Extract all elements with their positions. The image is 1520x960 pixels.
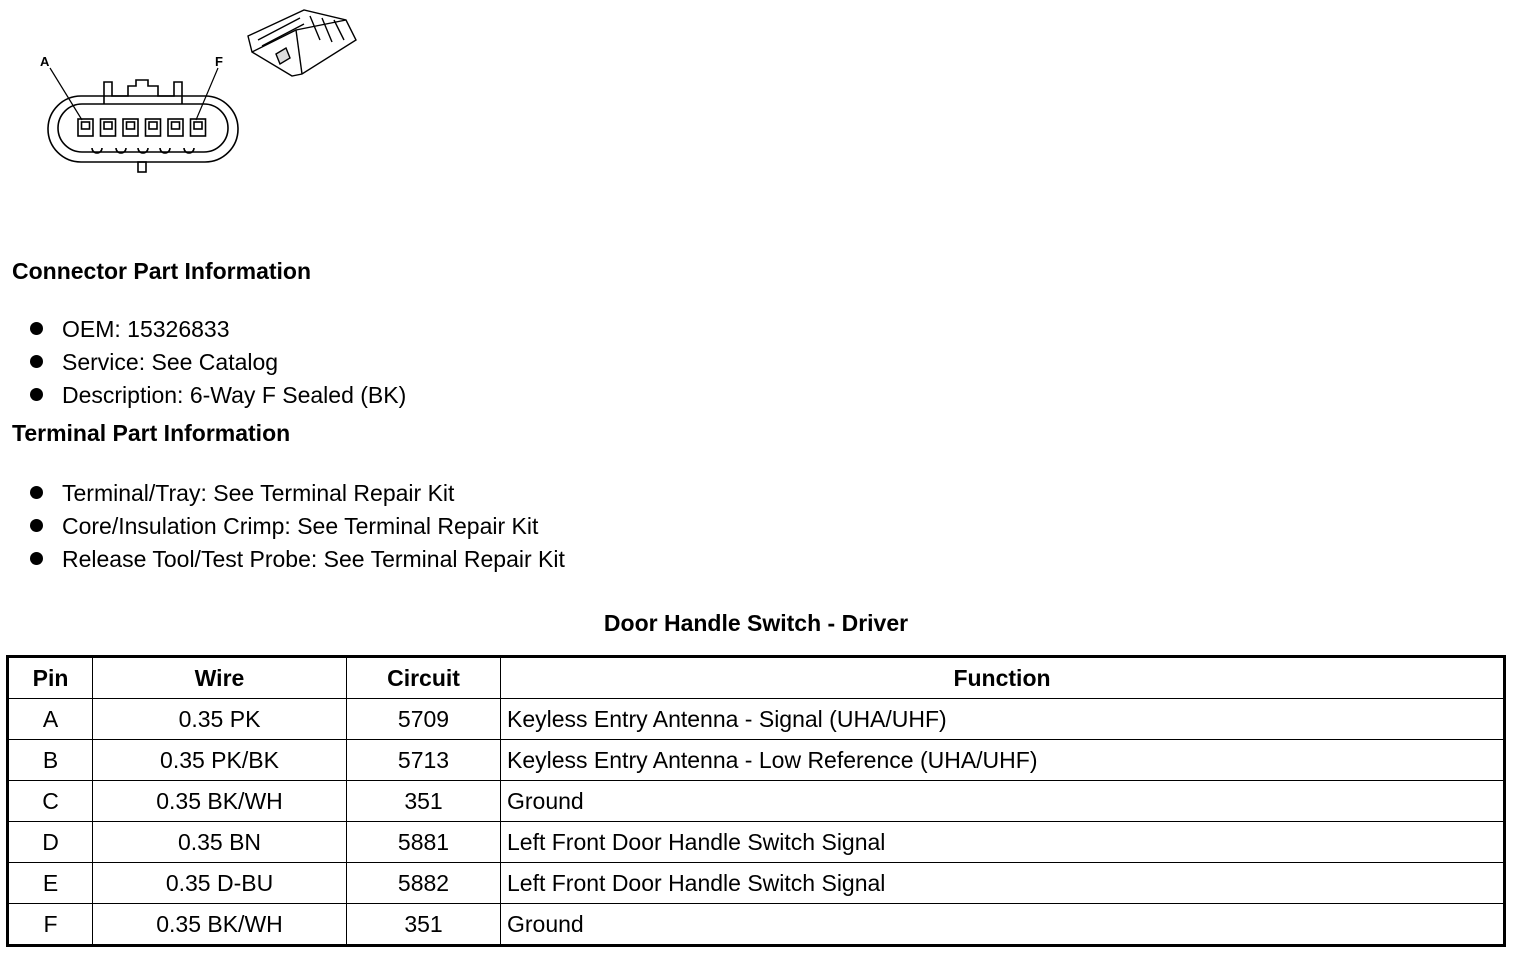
cell-wire: 0.35 PK/BK — [93, 740, 347, 781]
cell-pin: C — [8, 781, 93, 822]
header-pin: Pin — [8, 657, 93, 699]
cell-pin: F — [8, 904, 93, 946]
table-row — [8, 740, 1505, 781]
table-header-row — [8, 657, 1505, 699]
cell-circuit: 351 — [347, 904, 501, 946]
list-item — [30, 542, 565, 575]
table-row — [8, 699, 1505, 740]
list-item — [30, 378, 406, 411]
cell-function: Keyless Entry Antenna - Low Reference (UHA/UHF) — [501, 740, 1505, 781]
header-circuit: Circuit — [347, 657, 501, 699]
connector-info-list — [30, 312, 406, 411]
list-item — [30, 345, 406, 378]
cell-function: Left Front Door Handle Switch Signal — [501, 822, 1505, 863]
cell-function: Ground — [501, 904, 1505, 946]
cell-circuit: 5713 — [347, 740, 501, 781]
connector-3d-sketch — [248, 10, 356, 76]
pin-label-first: A — [40, 54, 50, 69]
cell-wire: 0.35 BK/WH — [93, 904, 347, 946]
terminal-cavity-inner — [104, 122, 112, 129]
table-row — [8, 822, 1505, 863]
cell-circuit: 5882 — [347, 863, 501, 904]
cell-wire: 0.35 BN — [93, 822, 347, 863]
cell-function: Ground — [501, 781, 1505, 822]
terminal-cavity-inner — [149, 122, 157, 129]
connector-key — [138, 162, 146, 172]
bullet-icon — [30, 355, 43, 368]
terminal-cavity-inner — [82, 122, 90, 129]
cell-function: Keyless Entry Antenna - Signal (UHA/UHF) — [501, 699, 1505, 740]
cell-circuit: 5709 — [347, 699, 501, 740]
pin-table — [6, 655, 1506, 947]
bullet-icon — [30, 486, 43, 499]
connector-info-heading: Connector Part Information — [12, 258, 312, 284]
cell-wire: 0.35 D-BU — [93, 863, 347, 904]
list-item-text: Service: See Catalog — [62, 348, 279, 375]
table-row — [8, 904, 1505, 946]
list-item-text: OEM: 15326833 — [62, 315, 230, 342]
connector-latch — [104, 80, 182, 104]
list-item — [30, 509, 565, 542]
cell-wire: 0.35 PK — [93, 699, 347, 740]
table-row — [8, 781, 1505, 822]
pin-label-last: F — [215, 54, 223, 69]
header-wire: Wire — [93, 657, 347, 699]
cell-function: Left Front Door Handle Switch Signal — [501, 863, 1505, 904]
connector-diagram — [0, 0, 380, 190]
cell-circuit: 351 — [347, 781, 501, 822]
terminal-info-list — [30, 476, 565, 575]
bullet-icon — [30, 552, 43, 565]
terminal-cavity-inner — [172, 122, 180, 129]
list-item — [30, 476, 565, 509]
cell-pin: E — [8, 863, 93, 904]
list-item-text: Terminal/Tray: See Terminal Repair Kit — [62, 479, 455, 506]
table-row — [8, 863, 1505, 904]
cell-pin: A — [8, 699, 93, 740]
bullet-icon — [30, 519, 43, 532]
list-item-text: Core/Insulation Crimp: See Terminal Repair Kit — [62, 512, 539, 539]
pin-table-title: Door Handle Switch - Driver — [603, 610, 909, 636]
bullet-icon — [30, 388, 43, 401]
terminal-info-heading: Terminal Part Information — [12, 420, 291, 446]
bullet-icon — [30, 322, 43, 335]
header-function: Function — [501, 657, 1505, 699]
list-item — [30, 312, 406, 345]
cell-pin: D — [8, 822, 93, 863]
terminal-cavity-inner — [194, 122, 202, 129]
list-item-text: Description: 6-Way F Sealed (BK) — [62, 381, 407, 408]
cell-circuit: 5881 — [347, 822, 501, 863]
terminal-cavity-inner — [127, 122, 135, 129]
terminal-cavities — [78, 119, 206, 136]
cell-pin: B — [8, 740, 93, 781]
cell-wire: 0.35 BK/WH — [93, 781, 347, 822]
list-item-text: Release Tool/Test Probe: See Terminal Repair Kit — [62, 545, 565, 572]
